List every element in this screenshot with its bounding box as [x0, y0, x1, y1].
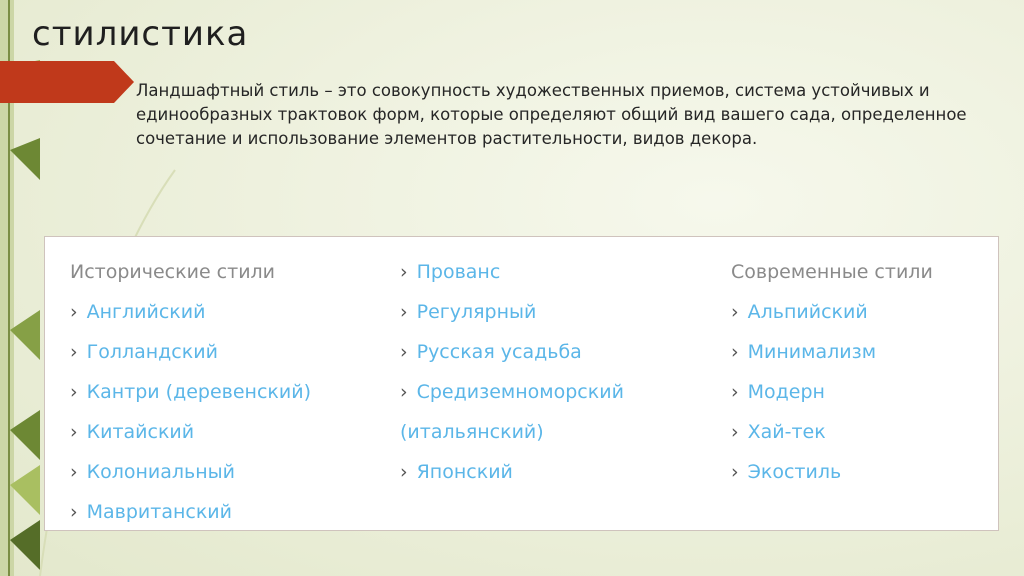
modern-styles-heading: Современные стили [731, 261, 933, 283]
style-link-mediterranean[interactable]: › Средиземноморский [400, 381, 624, 403]
style-link-japanese[interactable]: › Японский [400, 461, 513, 483]
style-link-chinese[interactable]: › Китайский [70, 421, 195, 443]
styles-panel [44, 236, 999, 531]
style-link-modern[interactable]: › Модерн [731, 381, 825, 403]
style-link-english[interactable]: › Английский [70, 301, 206, 323]
chevron-right-icon: › [400, 381, 408, 403]
chevron-right-icon: › [70, 461, 78, 483]
triangle-shape [10, 310, 40, 360]
style-link-minimalism[interactable]: › Минимализм [731, 341, 877, 363]
historic-styles-column [70, 252, 311, 532]
slide-title: стилистика [32, 14, 249, 54]
red-arrow-marker [0, 61, 134, 103]
historic-styles-heading: Исторические стили [70, 261, 276, 283]
style-link-colonial[interactable]: › Колониальный [70, 461, 236, 483]
style-link-country[interactable]: › Кантри (деревенский) [70, 381, 312, 403]
style-link-provence[interactable]: › Прованс [400, 261, 501, 283]
triangle-shape [10, 465, 40, 515]
chevron-right-icon: › [70, 421, 78, 443]
style-link-russian-estate[interactable]: › Русская усадьба [400, 341, 582, 363]
style-link-dutch[interactable]: › Голландский [70, 341, 218, 363]
chevron-right-icon: › [731, 421, 739, 443]
styles-column-2 [400, 252, 624, 492]
style-link-alpine[interactable]: › Альпийский [731, 301, 868, 323]
style-link-ecostyle[interactable]: › Экостиль [731, 461, 842, 483]
modern-styles-column [731, 252, 933, 492]
chevron-right-icon: › [400, 341, 408, 363]
style-link-hi-tech[interactable]: › Хай-тек [731, 421, 826, 443]
chevron-right-icon: › [731, 461, 739, 483]
chevron-right-icon: › [400, 261, 408, 283]
chevron-right-icon: › [400, 461, 408, 483]
triangle-shape [10, 138, 40, 180]
chevron-right-icon: › [70, 341, 78, 363]
chevron-right-icon: › [731, 301, 739, 323]
style-link-regular[interactable]: › Регулярный [400, 301, 537, 323]
chevron-right-icon: › [731, 341, 739, 363]
chevron-right-icon: › [70, 301, 78, 323]
chevron-right-icon: › [70, 381, 78, 403]
style-link-mediterranean-continuation[interactable]: (итальянский) [400, 421, 544, 443]
chevron-right-icon: › [731, 381, 739, 403]
triangle-shape [10, 410, 40, 460]
intro-paragraph: Ландшафтный стиль – это совокупность художественных приемов, система устойчивых и единообразных трактовок форм, которые определяют общий вид вашего сада, определенное сочетание и использование элементов растительности, видов декора. [136, 81, 967, 148]
style-link-moorish[interactable]: › Мавританский [70, 501, 233, 523]
chevron-right-icon: › [70, 501, 78, 523]
chevron-right-icon: › [400, 301, 408, 323]
triangle-shape [10, 520, 40, 570]
